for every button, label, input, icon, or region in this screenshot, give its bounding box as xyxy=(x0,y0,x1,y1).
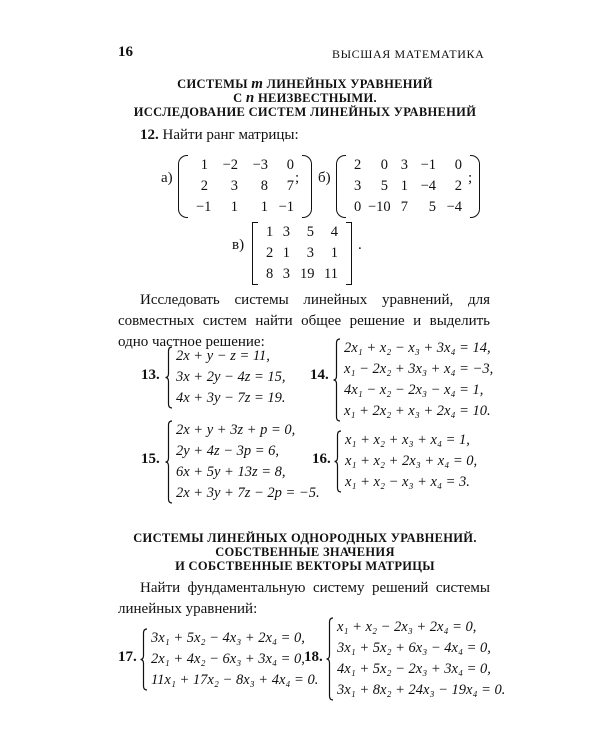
matrix-cell: 11 xyxy=(324,266,338,282)
equation-line: 2x + y + 3z + p = 0, xyxy=(176,422,296,438)
matrix-cell: 2 xyxy=(454,178,462,194)
matrix-cell: 3 xyxy=(230,178,238,194)
equation-line: 4x + 3y − 7z = 19. xyxy=(176,390,286,406)
matrix-a-label: а) xyxy=(161,170,173,186)
matrix-cell: 3 xyxy=(282,224,290,240)
problem-13-number: 13. xyxy=(141,367,160,383)
left-paren xyxy=(178,155,188,218)
matrix-a-semicolon: ; xyxy=(295,170,300,186)
equation-line: 3x₁ + 5x₂ + 6x₃ − 4x₄ = 0, xyxy=(337,640,491,656)
left-brace xyxy=(334,430,342,493)
matrix-cell: 2 xyxy=(354,157,362,173)
right-paren xyxy=(302,155,312,218)
section-heading-1-line2: С n НЕИЗВЕСТНЫМИ. xyxy=(233,90,377,106)
problem-15-system xyxy=(165,420,320,504)
equation-list xyxy=(148,628,318,691)
problem-number: 12. xyxy=(140,127,159,143)
problem-12-statement xyxy=(140,127,299,144)
matrix-cell: −4 xyxy=(420,178,436,194)
equation-line: x₁ − 2x₂ + 3x₃ + x₄ = −3, xyxy=(344,361,494,377)
matrix-c-period: . xyxy=(358,237,362,253)
matrix-cell: 0 xyxy=(454,157,462,173)
problem-text: Найти ранг матрицы: xyxy=(162,127,299,143)
section-heading-2-line3: И СОБСТВЕННЫЕ ВЕКТОРЫ МАТРИЦЫ xyxy=(175,559,435,573)
equation-line: x₁ + x₂ − 2x₃ + 2x₄ = 0, xyxy=(337,619,477,635)
problem-18-system xyxy=(326,617,505,701)
equation-line: 4x₁ + 5x₂ − 2x₃ + 3x₄ = 0, xyxy=(337,661,491,677)
matrix-cell: −1 xyxy=(278,199,294,215)
matrix-cell: −10 xyxy=(368,199,391,215)
matrix-cell: 3 xyxy=(354,178,362,194)
brace-shape xyxy=(165,420,173,504)
left-brace xyxy=(333,338,341,422)
problem-14-system xyxy=(333,338,493,422)
matrix-cell: 1 xyxy=(282,245,290,261)
equation-list xyxy=(173,420,320,504)
problem-13-system xyxy=(165,346,286,409)
matrix-cell: 3 xyxy=(282,266,290,282)
left-paren xyxy=(336,155,346,218)
equation-line: 6x + 5y + 13z = 8, xyxy=(176,464,286,480)
problem-17-system xyxy=(140,628,318,691)
matrix-cell: −1 xyxy=(196,199,212,215)
matrix-cell: 1 xyxy=(230,199,238,215)
matrix-cell: 7 xyxy=(286,178,294,194)
brace-shape xyxy=(140,628,148,691)
section-heading-2-line1: СИСТЕМЫ ЛИНЕЙНЫХ ОДНОРОДНЫХ УРАВНЕНИЙ. xyxy=(133,531,477,545)
equation-line: 3x₁ + 8x₂ + 24x₃ − 19x₄ = 0. xyxy=(337,682,506,698)
matrix-cell: 2 xyxy=(266,245,274,261)
equation-line: x₁ + x₂ + 2x₃ + x₄ = 0, xyxy=(345,453,478,469)
matrix-a xyxy=(178,155,312,218)
equation-line: 2x + y − z = 11, xyxy=(176,348,270,364)
matrix-cell: −1 xyxy=(420,157,436,173)
matrix-cell: 5 xyxy=(306,224,314,240)
matrix-cell: 5 xyxy=(380,178,388,194)
section-heading-2 xyxy=(120,531,490,573)
left-brace xyxy=(140,628,148,691)
matrix-cell: 8 xyxy=(260,178,268,194)
matrix-cell: 1 xyxy=(400,178,408,194)
matrix-cell: 7 xyxy=(400,199,408,215)
matrix-c xyxy=(252,222,352,285)
brace-shape xyxy=(334,430,342,493)
matrix-cell: −2 xyxy=(222,157,238,173)
problem-18-number: 18. xyxy=(304,649,323,665)
matrix-a-cells xyxy=(188,155,302,218)
equation-line: 2y + 4z − 3p = 6, xyxy=(176,443,280,459)
matrix-cell: 0 xyxy=(354,199,362,215)
problem-17-number: 17. xyxy=(118,649,137,665)
equation-list xyxy=(173,346,286,409)
matrix-cell: 4 xyxy=(330,224,338,240)
brace-shape xyxy=(333,338,341,422)
problem-15-number: 15. xyxy=(141,451,160,467)
problem-16-number: 16. xyxy=(312,451,331,467)
instruction-paragraph-1: Исследовать системы линейных уравнений, для совместных систем найти общее решение и выделить одно частное решение: xyxy=(118,292,490,350)
matrix-cell: 1 xyxy=(200,157,208,173)
equation-list xyxy=(334,617,505,701)
matrix-cell: 3 xyxy=(400,157,408,173)
instruction-paragraph-2: Найти фундаментальную систему решений системы линейных уравнений: xyxy=(118,580,490,617)
equation-line: 11x₁ + 17x₂ − 8x₃ + 4x₄ = 0. xyxy=(151,672,319,688)
matrix-cell: 5 xyxy=(428,199,436,215)
brace-shape xyxy=(326,617,334,701)
section-heading-2-line2: СОБСТВЕННЫЕ ЗНАЧЕНИЯ xyxy=(215,545,395,559)
equation-line: 3x₁ + 5x₂ − 4x₃ + 2x₄ = 0, xyxy=(151,630,305,646)
section-heading-1-line3: ИССЛЕДОВАНИЕ СИСТЕМ ЛИНЕЙНЫХ УРАВНЕНИЙ xyxy=(133,105,477,119)
section-heading-1-line1: СИСТЕМЫ m ЛИНЕЙНЫХ УРАВНЕНИЙ xyxy=(177,76,433,92)
matrix-cell: 0 xyxy=(380,157,388,173)
matrix-cell: 1 xyxy=(266,224,274,240)
equation-line: 2x + 3y + 7z − 2p = −5. xyxy=(176,485,320,501)
equation-line: 3x + 2y − 4z = 15, xyxy=(176,369,286,385)
right-bracket xyxy=(346,222,352,285)
brace-shape xyxy=(165,346,173,409)
equation-line: x₁ + x₂ − x₃ + x₄ = 3. xyxy=(345,474,470,490)
section-heading-1 xyxy=(120,77,490,119)
matrix-b xyxy=(336,155,480,218)
equation-line: 4x₁ − x₂ − 2x₃ − x₄ = 1, xyxy=(344,382,484,398)
matrix-cell: −4 xyxy=(446,199,462,215)
left-brace xyxy=(165,346,173,409)
matrix-cell: 3 xyxy=(306,245,314,261)
equation-line: 2x₁ + x₂ − x₃ + 3x₄ = 14, xyxy=(344,340,491,356)
running-title: ВЫСШАЯ МАТЕМАТИКА xyxy=(332,47,485,61)
left-brace xyxy=(326,617,334,701)
page-number: 16 xyxy=(118,44,133,60)
matrix-cell: −3 xyxy=(252,157,268,173)
matrix-cell: 19 xyxy=(300,266,315,282)
equation-list xyxy=(341,338,493,422)
equation-list xyxy=(342,430,477,493)
equation-line: 2x₁ + 4x₂ − 6x₃ + 3x₄ = 0, xyxy=(151,651,305,667)
equation-line: x₁ + x₂ + x₃ + x₄ = 1, xyxy=(345,432,470,448)
matrix-c-cells xyxy=(258,222,346,285)
matrix-cell: 1 xyxy=(260,199,268,215)
left-brace xyxy=(165,420,173,504)
problem-14-number: 14. xyxy=(310,367,329,383)
matrix-b-cells xyxy=(346,155,473,218)
matrix-c-label: в) xyxy=(232,237,245,253)
matrix-b-label: б) xyxy=(318,170,331,186)
matrix-b-semicolon: ; xyxy=(468,170,473,186)
problem-16-system xyxy=(334,430,477,493)
matrix-cell: 1 xyxy=(330,245,338,261)
matrix-cell: 0 xyxy=(286,157,294,173)
equation-line: x₁ + 2x₂ + x₃ + 2x₄ = 10. xyxy=(344,403,491,419)
matrix-cell: 2 xyxy=(200,178,208,194)
matrix-cell: 8 xyxy=(266,266,274,282)
